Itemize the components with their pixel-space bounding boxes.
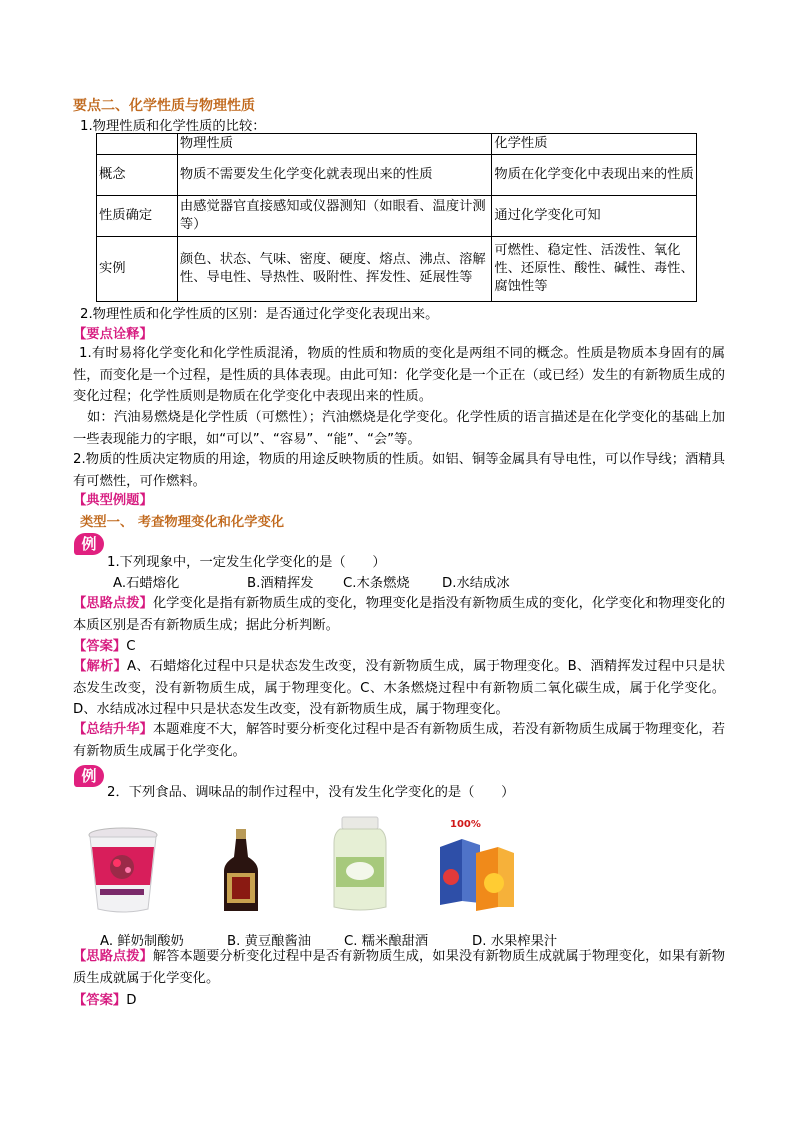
table-cell: 物质不需要发生化学变化就表现出来的性质	[177, 155, 491, 196]
table-row	[97, 155, 697, 196]
juice-boxes-image	[436, 815, 518, 915]
juice-percent-text: 100%	[450, 819, 481, 830]
q1-option-d: D.水结成冰	[442, 576, 510, 591]
analysis-text: A、石蜡熔化过程中只是状态发生改变，没有新物质生成，属于物理变化。B、酒精挥发过程中只是状态发生改变，没有新物质生成，属于物理变化。C、木条燃烧过程中有新物质二氧化碳生成，属于化学变化。D、水结成冰过程中只是状态发生改变，没有新物质生成，属于物理变化。	[73, 659, 726, 717]
compare-intro: 1.物理性质和化学性质的比较：	[80, 119, 266, 134]
q1-option-c: C.木条燃烧	[343, 576, 410, 591]
soy-sauce-bottle-image	[218, 827, 264, 913]
table-header-row	[97, 134, 697, 155]
table-cell: 概念	[97, 155, 178, 196]
hint-label: 【思路点拨】	[73, 596, 153, 611]
answer-label: 【答案】	[73, 639, 127, 654]
q1-hint	[73, 593, 725, 636]
table-row	[97, 237, 697, 302]
explain-paragraph-3: 2.物质的性质决定物质的用途，物质的用途反映物质的性质。如铝、铜等金属具有导电性，可以作导线；酒精具有可燃性，可作燃料。	[73, 452, 725, 489]
q1-summary	[73, 719, 725, 762]
table-header-cell: 物理性质	[177, 134, 491, 155]
answer-value: D	[126, 993, 137, 1008]
q2-hint	[73, 946, 725, 989]
hint-text: 化学变化是指有新物质生成的变化，物理变化是指没有新物质生成的变化，化学变化和物理变化的本质区别是否有新物质生成；据此分析判断。	[73, 596, 726, 633]
example-badge-icon: 例	[74, 533, 104, 555]
explain-paragraph-2: 如：汽油易燃烧是化学性质（可燃性）；汽油燃烧是化学变化。化学性质的语言描述是在化学变化的基础上加一些表现能力的字眼，如“可以”、“容易”、“能”、“会”等。	[73, 410, 725, 447]
table-cell: 可燃性、稳定性、活泼性、氧化性、还原性、酸性、碱性、毒性、腐蚀性等	[492, 237, 697, 302]
q1-option-b: B.酒精挥发	[247, 576, 314, 591]
table-cell: 物质在化学变化中表现出来的性质	[492, 155, 697, 196]
table-header-cell: 化学性质	[492, 134, 697, 155]
comparison-table	[96, 133, 697, 302]
q1-option-a: A.石蜡熔化	[113, 576, 180, 591]
table-cell: 通过化学变化可知	[492, 196, 697, 237]
summary-label: 【总结升华】	[73, 722, 153, 737]
q2-answer	[73, 989, 136, 1008]
summary-text: 本题难度不大，解答时要分析变化过程中是否有新物质生成，若没有新物质生成属于物理变化，若有新物质生成属于化学变化。	[73, 722, 726, 759]
analysis-label: 【解析】	[73, 659, 127, 674]
q2-option-c: C. 糯米酿甜酒	[344, 934, 429, 949]
example-badge-icon: 例	[74, 765, 104, 787]
q1-answer	[73, 635, 135, 654]
table-cell: 实例	[97, 237, 178, 302]
answer-label: 【答案】	[73, 993, 127, 1008]
type1-title: 类型一、 考查物理变化和化学变化	[80, 515, 285, 530]
yogurt-cup-image	[84, 825, 162, 915]
hint-label: 【思路点拨】	[73, 949, 153, 964]
table-cell: 性质确定	[97, 196, 178, 237]
hint-text: 解答本题要分析变化过程中是否有新物质生成，如果没有新物质生成就属于物理变化，如果有新物质生成就属于化学变化。	[73, 949, 726, 986]
question-1: 1.下列现象中，一定发生化学变化的是（ ）	[107, 555, 386, 570]
q2-option-a: A. 鲜奶制酸奶	[100, 934, 184, 949]
q2-option-d: D. 水果榨果汁	[472, 934, 558, 949]
table-row	[97, 196, 697, 237]
question-2: 2．下列食品、调味品的制作过程中，没有发生化学变化的是（ ）	[107, 785, 515, 800]
examples-label: 【典型例题】	[73, 493, 153, 508]
answer-value: C	[126, 639, 136, 654]
difference-text: 2.物理性质和化学性质的区别：是否通过化学变化表现出来。	[80, 307, 439, 322]
rice-wine-jar-image	[330, 815, 390, 915]
explain-paragraph-1: 1.有时易将化学变化和化学性质混淆，物质的性质和物质的变化是两组不同的概念。性质是物质本身固有的属性，而变化是一个过程，是性质的具体表现。由此可知：化学变化是一个正在（或已经）发生的有新物质生成的变化过程；化学性质则是物质在化学变化中表现出来的性质。	[73, 346, 725, 404]
explain-label: 【要点诠释】	[73, 327, 153, 342]
q2-option-b: B. 黄豆酿酱油	[227, 934, 312, 949]
table-cell: 由感觉器官直接感知或仪器测知（如眼看、温度计测等）	[177, 196, 491, 237]
table-cell: 颜色、状态、气味、密度、硬度、熔点、沸点、溶解性、导电性、导热性、吸附性、挥发性、延展性等	[177, 237, 491, 302]
table-header-cell	[97, 134, 178, 155]
q1-analysis	[73, 656, 725, 721]
section-title: 要点二、化学性质与物理性质	[73, 98, 255, 114]
